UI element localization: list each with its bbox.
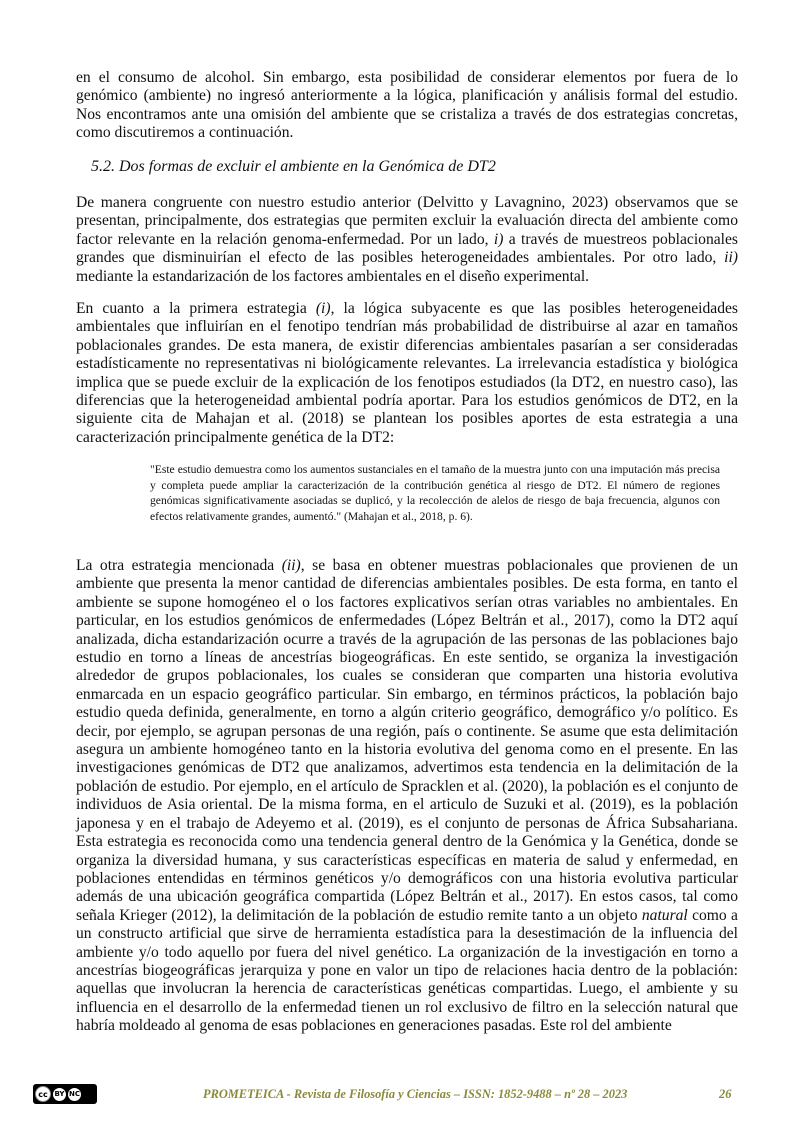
text-span: De manera congruente con nuestro estudio anterior (Delvitto y Lavagnino, 2023) observamos que se presentan, principalmente, dos estrategias que permiten excluir la evaluación directa del ambiente como factor relevante en la relación genoma-enfermedad. Por un lado,	[76, 194, 738, 248]
text-span: En cuanto a la primera estrategia	[76, 300, 316, 317]
text-span: como a un constructo artificial que sirve de herramienta estadística para la desestimación de la influencia del ambiente y/o todo aquello por fuera del nivel genético. La organización de la investigación en torno a ancestrías biogeográficas jerarquiza y pone en valor un tipo de relaciones hacia dentro de la población: aquellas que involucran la herencia de características genéticas compartidas. Luego, el ambiente y su influencia en el desarrollo de la enfermedad tienen un rol exclusivo de filtro en la selección natural que habría moldeado al genoma de esas poblaciones en generaciones pasadas. Este rol del ambiente	[76, 906, 738, 1035]
page-footer	[0, 1080, 793, 1108]
page-number: 26	[719, 1087, 732, 1101]
paragraph-intro-text: en el consumo de alcohol. Sin embargo, esta posibilidad de considerar elementos por fuera de lo genómico (ambiente) no ingresó anteriormente a la lógica, planificación y análisis formal del estudio. Nos encontramos ante una omisión del ambiente que se cristaliza a través de dos estrategias concretas, como discutiremos a continuación.	[76, 69, 738, 142]
paragraph-strategies	[76, 194, 738, 286]
enum-i: i)	[493, 230, 504, 248]
section-number: 5.2.	[91, 158, 119, 175]
nc-icon: NC	[68, 1088, 81, 1101]
block-quote	[150, 462, 720, 524]
text-span: a través de muestreos poblacionales grandes que disminuirían el efecto de las posibles heterogeneidades ambientales. Por otro lado,	[76, 230, 738, 267]
text-span: , la lógica subyacente es que las posibles heterogeneidades ambientales que influirían en el fenotipo tendrían más probabilidad de distribuirse al azar en tamaños poblacionales grandes. De esta manera, de existir diferencias ambientales pasarían a ser consideradas estadísticamente no representativas ni biológicamente relevantes. La irrelevancia estadística y biológica implica que se puede excluir de la explicación de los fenotipos estudiados (la DT2, en nuestro caso), las diferencias que la heterogeneidad ambiental podría aportar. Para los estudios genómicos de DT2, en la siguiente cita de Mahajan et al. (2018) se plantean los posibles aportes de esta estrategia a una caracterización principalmente genética de la DT2:	[76, 300, 738, 446]
paragraph-first-strategy	[76, 300, 738, 447]
natural-emphasis: natural	[641, 906, 688, 924]
paragraph-second-strategy	[76, 557, 738, 1036]
cc-icon: cc	[35, 1086, 51, 1102]
footer-journal-title: PROMETEICA - Revista de Filosofía y Ciencias – ISSN: 1852-9488 – nº 28 – 2023	[203, 1087, 628, 1101]
block-quote-text: "Este estudio demuestra como los aumentos sustanciales en el tamaño de la muestra junto con una imputación más precisa y completa puede ampliar la caracterización de la contribución genética al riesgo de DT2. El número de regiones genómicas significativamente asociadas se duplicó, y la recolección de alelos de riesgo de baja frecuencia, algunos con efectos relativamente grandes, aumentó." (Mahajan et al., 2018, p. 6).	[150, 463, 720, 523]
text-span: La otra estrategia mencionada	[76, 557, 282, 574]
enum-ii: (ii)	[281, 557, 301, 574]
by-icon: BY	[53, 1088, 66, 1101]
section-title: Dos formas de excluir el ambiente en la Genómica de DT2	[119, 158, 496, 175]
section-heading	[91, 158, 496, 176]
enum-ii: ii)	[724, 249, 738, 267]
text-span: , se basa en obtener muestras poblacionales que provienen de un ambiente que presenta la menor cantidad de diferencias ambientales posibles. De esta forma, en tanto el ambiente se supone homogéneo el o los factores explicativos serían otras variables no ambientales. En particular, en los estudios genómicos de enfermedades (López Beltrán et al., 2017), como la DT2 aquí analizada, dicha estandarización ocurre a través de la agrupación de las personas de las poblaciones bajo estudio en torno a líneas de ancestrías biogeográficas. En este sentido, se organiza la investigación alrededor de grupos poblacionales, los cuales se consideran que comparten una historia evolutiva enmarcada en un espacio geográfico particular. Sin embargo, en términos prácticos, la población bajo estudio queda definida, generalmente, en torno a algún criterio geográfico, demográfico y/o político. Es decir, por ejemplo, se agrupan personas de una región, país o continente. Se asume que esta delimitación asegura un ambiente homogéneo tanto en la historia evolutiva del genoma como en el presente. En las investigaciones genómicas de DT2 que analizamos, advertimos esta tendencia en la delimitación de la población de estudio. Por ejemplo, en el artículo de Spracklen et al. (2020), la población es el conjunto de individuos de Asia oriental. De la misma forma, en el articulo de Suzuki et al. (2019), es la población japonesa y en el trabajo de Adeyemo et al. (2019), es el conjunto de personas de África Subsahariana. Esta estrategia es reconocida como una tendencia general dentro de la Genómica y la Genética, donde se organiza la diversidad humana, y sus características específicas en materia de salud y enfermedad, en poblaciones entendidas en términos genéticos y/o demográficos con una historia evolutiva particular además de una ubicación geográfica compartida (López Beltrán et al., 2017). En estos casos, tal como señala Krieger (2012), la delimitación de la población de estudio remite tanto a un objeto	[76, 557, 739, 924]
text-span: mediante la estandarización de los factores ambientales en el diseño experimental.	[76, 267, 590, 285]
paragraph-intro	[76, 69, 738, 143]
enum-i: (i)	[315, 300, 331, 317]
cc-license-badge[interactable]	[33, 1084, 97, 1104]
